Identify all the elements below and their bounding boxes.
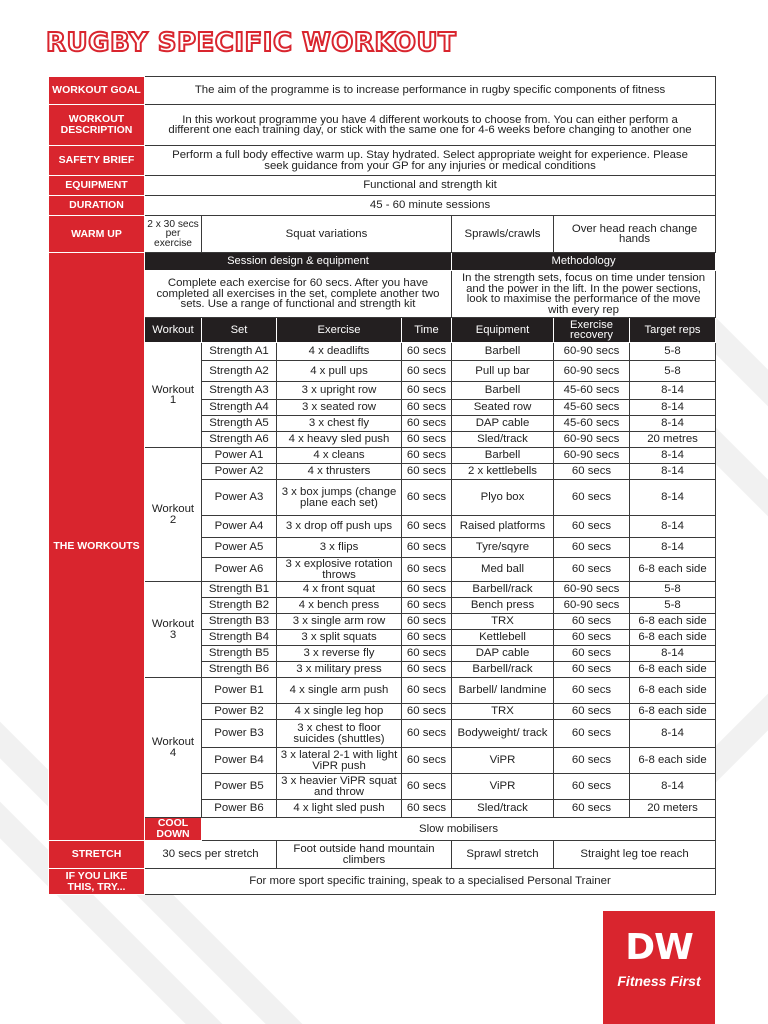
cell-target-reps: 5-8 — [630, 361, 716, 382]
cell-time: 60 secs — [402, 416, 452, 432]
cell-exercise: 4 x pull ups — [277, 361, 402, 382]
warmup-cell-3: Sprawls/crawls — [452, 216, 554, 253]
cell-set: Strength A4 — [202, 400, 277, 416]
cell-equipment: Barbell/ landmine — [452, 678, 554, 704]
cell-time: 60 secs — [402, 361, 452, 382]
workout-table — [48, 76, 716, 895]
cell-set: Power B2 — [202, 704, 277, 720]
cell-exercise: 3 x military press — [277, 662, 402, 678]
cell-set: Strength B4 — [202, 630, 277, 646]
cell-recovery: 60 secs — [554, 558, 630, 582]
cell-recovery: 45-60 secs — [554, 416, 630, 432]
stretch-cell-1: 30 secs per stretch — [145, 841, 277, 869]
cell-exercise: 3 x flips — [277, 538, 402, 558]
cell-recovery: 60 secs — [554, 480, 630, 516]
cell-recovery: 60-90 secs — [554, 598, 630, 614]
workouts-label: THE WORKOUTS — [49, 253, 145, 841]
cell-exercise: 3 x chest to floor suicides (shuttles) — [277, 720, 402, 748]
cell-equipment: Tyre/sqyre — [452, 538, 554, 558]
row-try — [49, 869, 716, 895]
goal-label: WORKOUT GOAL — [49, 77, 145, 105]
cell-target-reps: 8-14 — [630, 400, 716, 416]
method-header: Methodology — [452, 253, 716, 271]
cell-recovery: 60 secs — [554, 774, 630, 800]
cell-set: Strength B3 — [202, 614, 277, 630]
try-label: IF YOU LIKE THIS, TRY... — [49, 869, 145, 895]
cell-recovery: 60 secs — [554, 720, 630, 748]
cell-equipment: Barbell/rack — [452, 662, 554, 678]
cell-exercise: 4 x cleans — [277, 448, 402, 464]
cell-exercise: 4 x heavy sled push — [277, 432, 402, 448]
cell-target-reps: 5-8 — [630, 343, 716, 361]
cell-exercise: 4 x bench press — [277, 598, 402, 614]
row-duration — [49, 196, 716, 216]
row-equipment — [49, 176, 716, 196]
cell-target-reps: 6-8 each side — [630, 704, 716, 720]
try-text: For more sport specific training, speak to a specialised Personal Trainer — [145, 869, 716, 895]
row-warmup — [49, 216, 716, 253]
cell-equipment: Raised platforms — [452, 516, 554, 538]
cell-exercise: 3 x split squats — [277, 630, 402, 646]
cell-target-reps: 8-14 — [630, 416, 716, 432]
warmup-cell-2: Squat variations — [202, 216, 452, 253]
cell-time: 60 secs — [402, 774, 452, 800]
cell-target-reps: 8-14 — [630, 516, 716, 538]
cell-set: Power A4 — [202, 516, 277, 538]
cell-exercise: 4 x front squat — [277, 582, 402, 598]
cell-equipment: Pull up bar — [452, 361, 554, 382]
cell-target-reps: 6-8 each side — [630, 678, 716, 704]
cell-target-reps: 6-8 each side — [630, 662, 716, 678]
cell-recovery: 60-90 secs — [554, 343, 630, 361]
cell-equipment: Barbell — [452, 448, 554, 464]
cell-exercise: 3 x upright row — [277, 382, 402, 400]
cooldown-text: Slow mobilisers — [202, 818, 716, 841]
cell-recovery: 60 secs — [554, 464, 630, 480]
description-text: In this workout programme you have 4 different workouts to choose from. You can either perform a different one each training day, or stick with the same one for 4-6 weeks before changing to another one — [145, 105, 716, 146]
cell-set: Power B6 — [202, 800, 277, 818]
cell-equipment: ViPR — [452, 774, 554, 800]
cell-time: 60 secs — [402, 704, 452, 720]
table-row — [49, 448, 716, 464]
cell-time: 60 secs — [402, 646, 452, 662]
table-row — [49, 343, 716, 361]
cell-equipment: DAP cable — [452, 416, 554, 432]
table-row — [49, 678, 716, 704]
cell-recovery: 60 secs — [554, 630, 630, 646]
cell-target-reps: 20 metres — [630, 432, 716, 448]
cell-equipment: Sled/track — [452, 432, 554, 448]
workout-group-name: Workout 2 — [145, 448, 202, 582]
row-description — [49, 105, 716, 146]
cell-target-reps: 6-8 each side — [630, 614, 716, 630]
session-header: Session design & equipment — [145, 253, 452, 271]
cell-equipment: Med ball — [452, 558, 554, 582]
safety-text: Perform a full body effective warm up. Stay hydrated. Select appropriate weight for experience. Please seek guidance from your GP for any injuries or medical conditions — [145, 146, 716, 176]
workout-columns-header — [49, 318, 716, 343]
col-recovery-header: Exercise recovery — [554, 318, 630, 343]
cell-target-reps: 6-8 each side — [630, 558, 716, 582]
cell-time: 60 secs — [402, 382, 452, 400]
logo-tagline: Fitness First — [617, 973, 701, 989]
cell-time: 60 secs — [402, 448, 452, 464]
row-section-headers — [49, 253, 716, 271]
cell-equipment: Seated row — [452, 400, 554, 416]
cell-exercise: 3 x explosive rotation throws — [277, 558, 402, 582]
cell-set: Strength A6 — [202, 432, 277, 448]
row-safety — [49, 146, 716, 176]
cell-time: 60 secs — [402, 630, 452, 646]
workout-group-name: Workout 1 — [145, 343, 202, 448]
cell-equipment: ViPR — [452, 748, 554, 774]
cell-time: 60 secs — [402, 400, 452, 416]
cell-set: Power A6 — [202, 558, 277, 582]
row-section-texts — [49, 271, 716, 318]
row-stretch — [49, 841, 716, 869]
cell-target-reps: 8-14 — [630, 382, 716, 400]
cell-recovery: 45-60 secs — [554, 400, 630, 416]
safety-label: SAFETY BRIEF — [49, 146, 145, 176]
cell-recovery: 60 secs — [554, 538, 630, 558]
cell-recovery: 60 secs — [554, 678, 630, 704]
cell-equipment: Barbell/rack — [452, 582, 554, 598]
cell-recovery: 60-90 secs — [554, 582, 630, 598]
warmup-cell-1: 2 x 30 secs per exercise — [145, 216, 202, 253]
cell-target-reps: 8-14 — [630, 646, 716, 662]
cell-set: Strength A1 — [202, 343, 277, 361]
cell-recovery: 45-60 secs — [554, 382, 630, 400]
cell-exercise: 3 x single arm row — [277, 614, 402, 630]
session-text: Complete each exercise for 60 secs. After you have completed all exercises in the set, complete another two sets. Use a range of functional and strength kit — [145, 271, 452, 318]
cell-exercise: 3 x chest fly — [277, 416, 402, 432]
cell-recovery: 60 secs — [554, 800, 630, 818]
cell-target-reps: 5-8 — [630, 582, 716, 598]
workout-group-name: Workout 4 — [145, 678, 202, 818]
cell-target-reps: 8-14 — [630, 448, 716, 464]
cell-recovery: 60 secs — [554, 704, 630, 720]
cell-target-reps: 5-8 — [630, 598, 716, 614]
cell-set: Strength A5 — [202, 416, 277, 432]
cell-exercise: 3 x box jumps (change plane each set) — [277, 480, 402, 516]
col-set-header: Set — [202, 318, 277, 343]
cell-set: Power A1 — [202, 448, 277, 464]
cell-target-reps: 20 meters — [630, 800, 716, 818]
cell-set: Strength A2 — [202, 361, 277, 382]
row-goal — [49, 77, 716, 105]
goal-text: The aim of the programme is to increase performance in rugby specific components of fitness — [145, 77, 716, 105]
cell-equipment: Plyo box — [452, 480, 554, 516]
cell-time: 60 secs — [402, 432, 452, 448]
cell-set: Power A3 — [202, 480, 277, 516]
cell-set: Power B4 — [202, 748, 277, 774]
cell-set: Strength B2 — [202, 598, 277, 614]
table-row — [49, 582, 716, 598]
cell-exercise: 3 x reverse fly — [277, 646, 402, 662]
cell-equipment: 2 x kettlebells — [452, 464, 554, 480]
cell-set: Strength B1 — [202, 582, 277, 598]
cell-time: 60 secs — [402, 720, 452, 748]
cell-exercise: 3 x heavier ViPR squat and throw — [277, 774, 402, 800]
col-time-header: Time — [402, 318, 452, 343]
cell-set: Strength B6 — [202, 662, 277, 678]
cell-set: Strength A3 — [202, 382, 277, 400]
cell-target-reps: 8-14 — [630, 720, 716, 748]
description-label: WORKOUT DESCRIPTION — [49, 105, 145, 146]
cell-set: Power B5 — [202, 774, 277, 800]
cell-target-reps: 8-14 — [630, 464, 716, 480]
page-title: RUGBY SPECIFIC WORKOUT — [46, 28, 457, 58]
col-exercise-header: Exercise — [277, 318, 402, 343]
cell-time: 60 secs — [402, 598, 452, 614]
cell-recovery: 60 secs — [554, 614, 630, 630]
cell-time: 60 secs — [402, 558, 452, 582]
cell-equipment: Barbell — [452, 382, 554, 400]
cell-equipment: DAP cable — [452, 646, 554, 662]
cell-time: 60 secs — [402, 538, 452, 558]
cell-set: Power A5 — [202, 538, 277, 558]
stretch-label: STRETCH — [49, 841, 145, 869]
cell-set: Power A2 — [202, 464, 277, 480]
cell-time: 60 secs — [402, 748, 452, 774]
cell-recovery: 60-90 secs — [554, 361, 630, 382]
cell-time: 60 secs — [402, 343, 452, 361]
cell-recovery: 60 secs — [554, 516, 630, 538]
cell-target-reps: 8-14 — [630, 480, 716, 516]
stretch-cell-4: Straight leg toe reach — [554, 841, 716, 869]
cell-exercise: 4 x deadlifts — [277, 343, 402, 361]
cell-exercise: 4 x single leg hop — [277, 704, 402, 720]
cell-time: 60 secs — [402, 800, 452, 818]
cell-recovery: 60 secs — [554, 646, 630, 662]
cell-exercise: 4 x light sled push — [277, 800, 402, 818]
cell-time: 60 secs — [402, 678, 452, 704]
col-workout-header: Workout — [145, 318, 202, 343]
cell-target-reps: 8-14 — [630, 538, 716, 558]
cell-equipment: Bodyweight/ track — [452, 720, 554, 748]
equipment-label: EQUIPMENT — [49, 176, 145, 196]
duration-label: DURATION — [49, 196, 145, 216]
stretch-cell-3: Sprawl stretch — [452, 841, 554, 869]
cell-time: 60 secs — [402, 614, 452, 630]
cell-target-reps: 8-14 — [630, 774, 716, 800]
cell-exercise: 4 x thrusters — [277, 464, 402, 480]
cell-time: 60 secs — [402, 662, 452, 678]
cooldown-label: COOL DOWN — [145, 818, 202, 841]
cell-equipment: Bench press — [452, 598, 554, 614]
cell-time: 60 secs — [402, 480, 452, 516]
cell-set: Strength B5 — [202, 646, 277, 662]
cell-equipment: Barbell — [452, 343, 554, 361]
row-cooldown — [49, 818, 716, 841]
workout-group-name: Workout 3 — [145, 582, 202, 678]
cell-time: 60 secs — [402, 464, 452, 480]
cell-exercise: 3 x seated row — [277, 400, 402, 416]
cell-recovery: 60-90 secs — [554, 448, 630, 464]
cell-recovery: 60-90 secs — [554, 432, 630, 448]
cell-equipment: TRX — [452, 614, 554, 630]
cell-exercise: 3 x lateral 2-1 with light ViPR push — [277, 748, 402, 774]
cell-target-reps: 6-8 each side — [630, 630, 716, 646]
warmup-cell-4: Over head reach change hands — [554, 216, 716, 253]
cell-recovery: 60 secs — [554, 748, 630, 774]
warmup-label: WARM UP — [49, 216, 145, 253]
cell-time: 60 secs — [402, 516, 452, 538]
cell-set: Power B3 — [202, 720, 277, 748]
method-text: In the strength sets, focus on time under tension and the power in the lift. In the power sections, look to maximise the performance of the move with every rep — [452, 271, 716, 318]
cell-time: 60 secs — [402, 582, 452, 598]
dw-fitness-first-logo — [603, 911, 715, 1024]
duration-text: 45 - 60 minute sessions — [145, 196, 716, 216]
cell-target-reps: 6-8 each side — [630, 748, 716, 774]
logo-mark: DW — [625, 927, 693, 968]
cell-equipment: Sled/track — [452, 800, 554, 818]
cell-equipment: TRX — [452, 704, 554, 720]
cell-set: Power B1 — [202, 678, 277, 704]
col-equipment-header: Equipment — [452, 318, 554, 343]
col-target-reps-header: Target reps — [630, 318, 716, 343]
cell-equipment: Kettlebell — [452, 630, 554, 646]
cell-exercise: 3 x drop off push ups — [277, 516, 402, 538]
stretch-cell-2: Foot outside hand mountain climbers — [277, 841, 452, 869]
equipment-text: Functional and strength kit — [145, 176, 716, 196]
cell-recovery: 60 secs — [554, 662, 630, 678]
cell-exercise: 4 x single arm push — [277, 678, 402, 704]
